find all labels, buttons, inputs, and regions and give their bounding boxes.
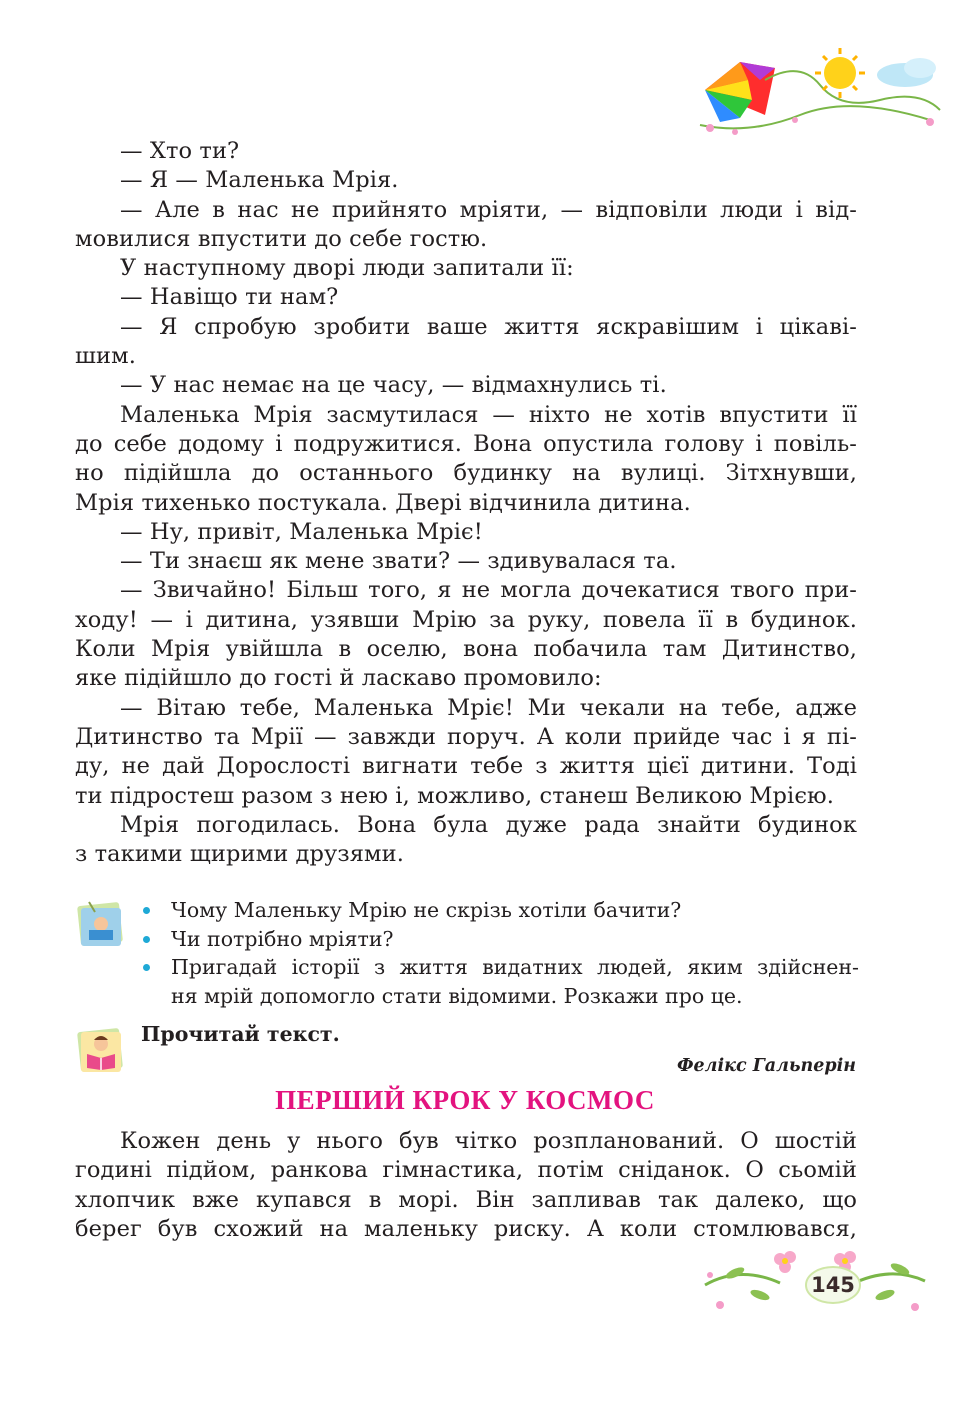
story-text [75,137,857,869]
text-line: У наступному дворі люди запитали її: [120,255,574,282]
page-number: 145 [811,1273,855,1297]
text-line: Коли Мрія увійшла в оселю, вона побачила там Дитинство, [75,636,857,663]
text-line: — Звичайно! Більш того, я не могла дочекатися твого при- [120,577,857,604]
question-text: Чому Маленьку Мрію не скрізь хотіли бачити? [171,898,682,922]
text-line: ти підростеш разом з нею і, можливо, станеш Великою Мрією. [75,782,834,809]
text-line: — Ну, привіт, Маленька Мріє! [120,518,483,545]
bullet-icon [143,964,150,971]
reading-child-icon [75,1024,127,1076]
text-line: но підійшла до останнього будинку на вулиці. Зітхнувши, [75,460,857,487]
question-text: Чи потрібно мріяти? [171,926,394,951]
text-line: Кожен день у нього був чітко розпланований. О шостій [120,1128,857,1154]
text-line: з такими щирими друзями. [75,841,404,868]
text-line: — Я — Маленька Мрія. [120,167,399,194]
question-text: Пригадай історії з життя видатних людей, яким здійснен- [171,955,859,979]
text-line: годині підйом, ранкова гімнастика, потім сніданок. О сьомій [75,1157,857,1184]
text-line: яке підійшло до гості й ласкаво промовило: [75,665,602,692]
question-item [143,925,859,954]
question-item [143,896,859,925]
text-line: — Навіщо ти нам? [120,284,339,311]
text-line: Маленька Мрія засмутилася — ніхто не хотів впустити її [120,401,857,428]
text-line: ходу! — і дитина, узявши Мрію за руку, повела її в будинок. [75,606,857,633]
questions-icon [75,898,127,950]
bullet-icon [143,907,150,914]
text-line: ду, не дай Дорослості вигнати тебе з життя цієї дитини. Тоді [75,753,857,780]
kite-sun-decoration [680,40,960,140]
new-story-text [75,1127,857,1244]
text-line: шим. [75,343,136,370]
text-line: Мрія погодилась. Вона була дуже рада знайти будинок [120,811,857,838]
task-instruction: Прочитай текст. [141,1022,340,1046]
story-title: ПЕРШИЙ КРОК У КОСМОС [275,1085,655,1115]
text-line: — Але в нас не прийнято мріяти, — відповіли люди і від- [120,196,857,223]
text-line: — Ти знаєш як мене звати? — здивувалася та. [120,548,677,575]
question-item [143,953,859,982]
author-name: Фелікс Гальперін [676,1056,856,1076]
text-line: берег був схожий на маленьку риску. А коли стомлювався, [75,1215,857,1242]
text-line: — У нас немає на це часу, — відмахнулись ті. [120,372,667,399]
questions-list [143,896,859,1010]
text-line: Дитинство та Мрії — завжди поруч. А коли прийде час і я пі- [75,723,857,750]
question-text: ня мрій допомогло стати відомими. Розкажи про це. [171,983,743,1008]
text-line: мовилися впустити до себе гостю. [75,225,488,252]
text-line: — Вітаю тебе, Маленька Мріє! Ми чекали на тебе, адже [120,694,857,721]
text-line: хлопчик вже купався в морі. Він запливав так далеко, що [75,1186,857,1213]
question-item-continuation [143,982,859,1011]
text-line: до себе додому і подружитися. Вона опустила голову і повіль- [75,430,857,457]
bullet-icon [143,936,150,943]
text-line: Мрія тихенько постукала. Двері відчинила дитина. [75,489,691,516]
text-line: — Я спробую зробити ваше життя яскравішим і цікаві- [120,313,857,340]
text-line: — Хто ти? [120,138,240,164]
